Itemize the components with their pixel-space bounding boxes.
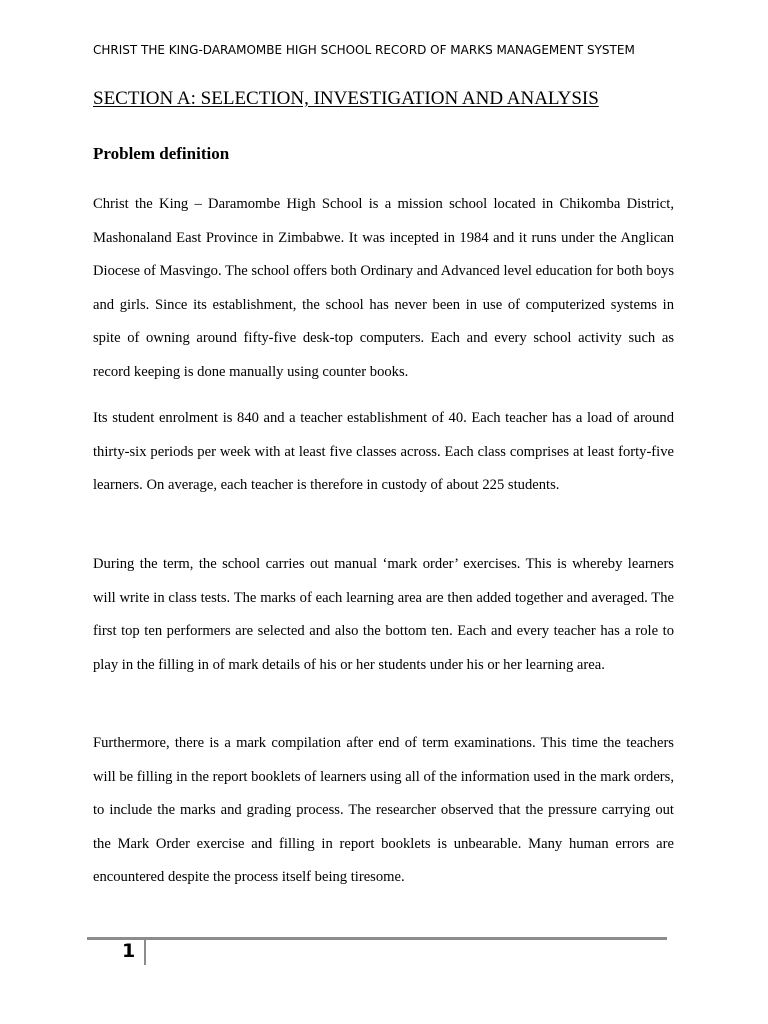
document-header: CHRIST THE KING-DARAMOMBE HIGH SCHOOL RECORD OF MARKS MANAGEMENT SYSTEM	[93, 43, 635, 57]
section-title: SECTION A: SELECTION, INVESTIGATION AND ANALYSIS	[93, 88, 599, 109]
subheading-problem-definition: Problem definition	[93, 144, 230, 163]
paragraph: Furthermore, there is a mark compilation after end of term examinations. This time the teachers will be filling in the report booklets of learners using all of the information used in the mark orders, to include the marks and grading process. The researcher observed that the pressure carrying out the Mark Order exercise and filling in report booklets is unbearable. Many human errors are encountered despite the process itself being tiresome.	[93, 735, 674, 886]
paragraph: During the term, the school carries out manual ‘mark order’ exercises. This is whereby learners will write in class tests. The marks of each learning area are then added together and averaged. The first top ten performers are selected and also the bottom ten. Each and every teacher has a role to play in the filling in of mark details of his or her students under his or her learning area.	[93, 556, 674, 673]
paragraph: Its student enrolment is 840 and a teacher establishment of 40. Each teacher has a load of around thirty-six periods per week with at least five classes across. Each class comprises at least forty-five learners. On average, each teacher is therefore in custody of about 225 students.	[93, 410, 674, 494]
page-number: 1	[122, 940, 136, 962]
page-number-divider	[144, 939, 146, 965]
paragraph: Christ the King – Daramombe High School is a mission school located in Chikomba District, Mashonaland East Province in Zimbabwe. It was incepted in 1984 and it runs under the Anglican Diocese of Masvingo. The school offers both Ordinary and Advanced level education for both boys and girls. Since its establishment, the school has never been in use of computerized systems in spite of owning around fifty-five desk-top computers. Each and every school activity such as record keeping is done manually using counter books.	[93, 196, 674, 380]
footer-rule	[87, 937, 667, 940]
